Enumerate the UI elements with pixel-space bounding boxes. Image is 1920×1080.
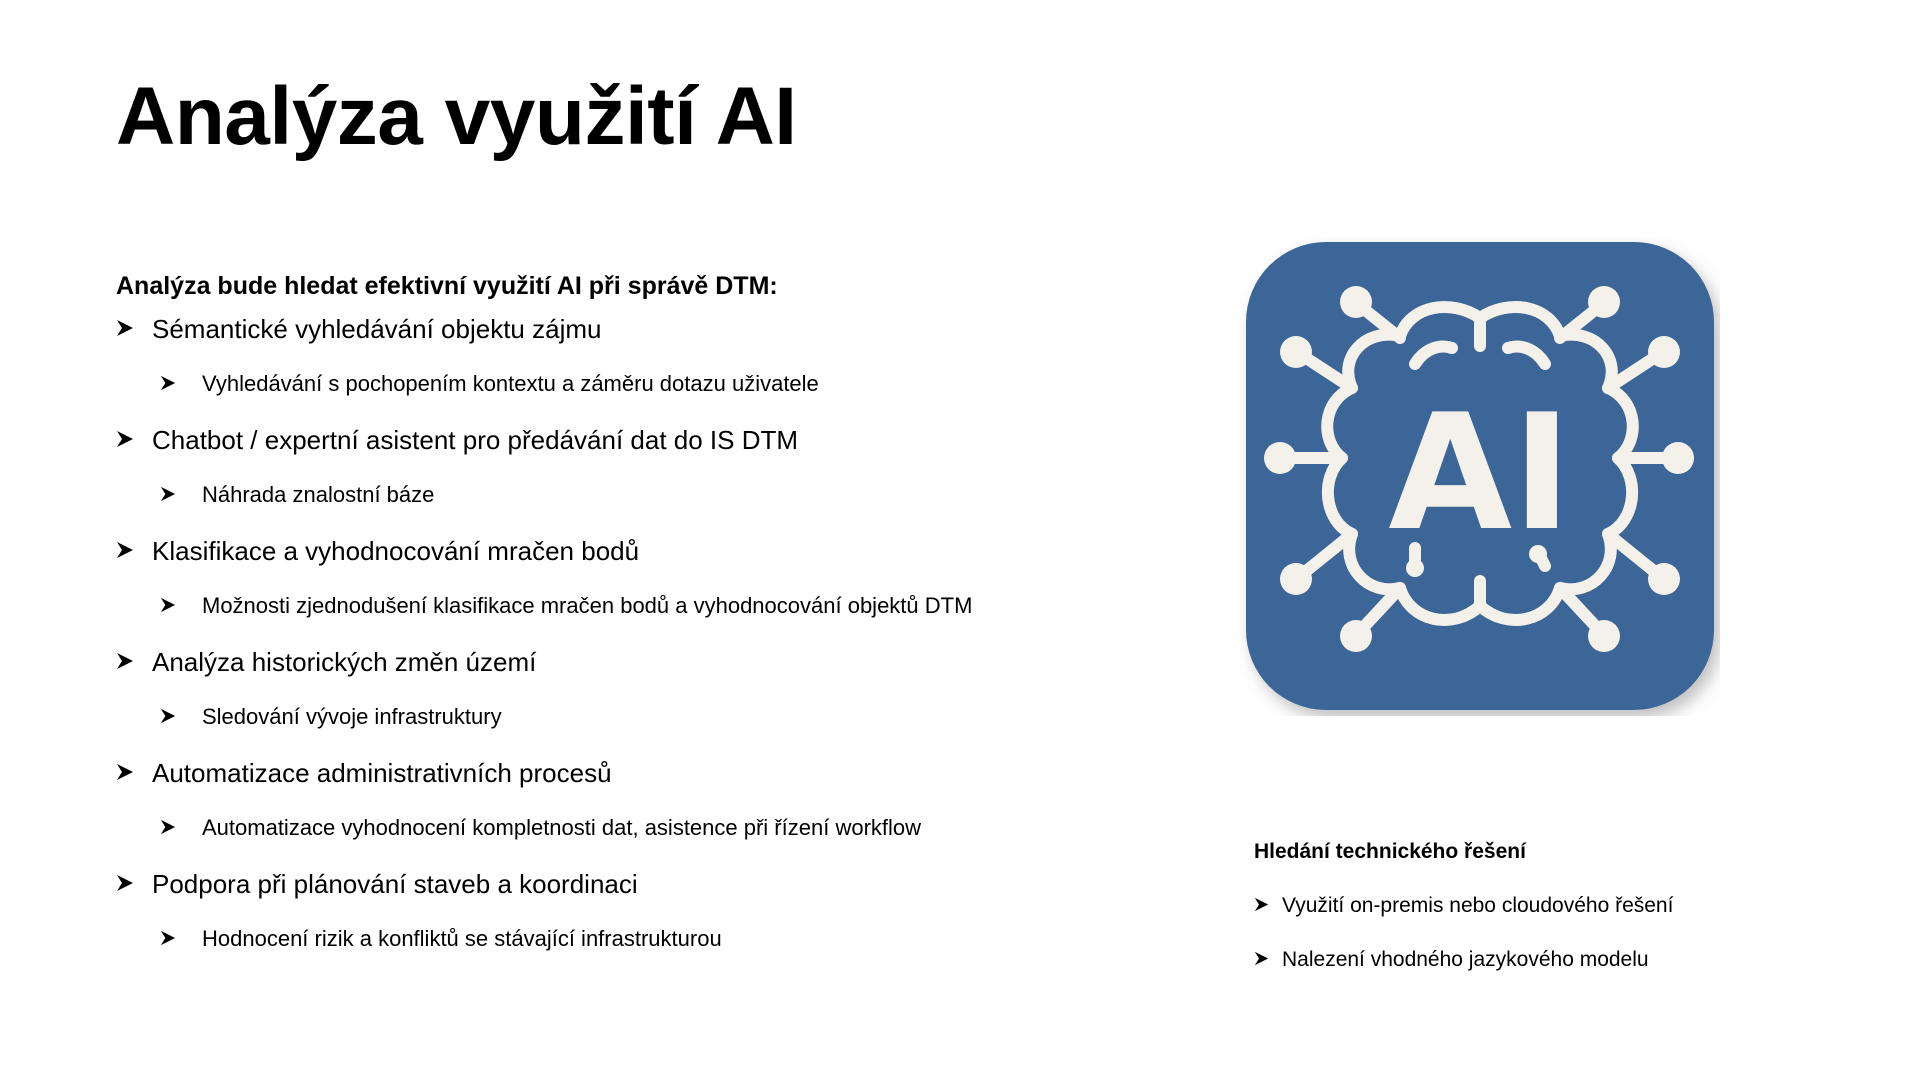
arrow-bullet-icon [160,702,202,724]
sub-list-item [116,702,1166,757]
list-item-label: Automatizace administrativních procesů [152,758,612,788]
list-item [1254,944,1814,998]
technical-heading: Hledání technického řešení [1254,840,1526,863]
arrow-bullet-icon [160,369,202,391]
intro-text: Analýza bude hledat efektivní využití AI při správě DTM: [116,272,778,300]
list-item-label: Analýza historických změn území [152,647,537,677]
arrow-bullet-icon [116,313,152,337]
sub-list-item-label: Sledování vývoje infrastruktury [202,704,502,729]
arrow-bullet-icon [116,424,152,448]
list-item [116,646,1166,702]
arrow-bullet-icon [1254,890,1282,944]
arrow-bullet-icon [1254,944,1282,998]
sub-list-item-label: Náhrada znalostní báze [202,482,435,507]
list-item-label: Využití on-premis nebo cloudového řešení [1282,894,1674,917]
arrow-bullet-icon [160,480,202,502]
sub-list-item-label: Možnosti zjednodušení klasifikace mračen bodů a vyhodnocování objektů DTM [202,593,973,618]
sub-list-item [116,813,1166,868]
arrow-bullet-icon [116,535,152,559]
sub-list-item-label: Hodnocení rizik a konfliktů se stávající infrastrukturou [202,926,722,951]
ai-brain-circuit-icon [1240,236,1720,716]
list-item [116,535,1166,591]
arrow-bullet-icon [160,813,202,835]
list-item [116,757,1166,813]
arrow-bullet-icon [160,924,202,946]
technical-solution-panel [1254,836,1814,998]
sub-list-item [116,480,1166,535]
sub-list-item [116,591,1166,646]
list-item [116,424,1166,480]
list-item [116,313,1166,369]
list-item-label: Klasifikace a vyhodnocování mračen bodů [152,536,640,566]
arrow-bullet-icon [116,868,152,892]
list-item-label: Chatbot / expertní asistent pro předávání dat do IS DTM [152,425,799,455]
slide-title: Analýza využití AI [116,71,797,162]
logo-text: AI [1388,379,1572,566]
sub-list-item-label: Vyhledávání s pochopením kontextu a záměru dotazu uživatele [202,371,819,396]
list-item [116,868,1166,924]
arrow-bullet-icon [116,757,152,781]
list-item-label: Podpora při plánování staveb a koordinaci [152,869,638,899]
list-item-label: Sémantické vyhledávání objektu zájmu [152,314,602,344]
arrow-bullet-icon [160,591,202,613]
sub-list-item [116,369,1166,424]
arrow-bullet-icon [116,646,152,670]
list-item-label: Nalezení vhodného jazykového modelu [1282,948,1649,971]
sub-list-item [116,924,1166,979]
list-item [1254,890,1814,944]
sub-list-item-label: Automatizace vyhodnocení kompletnosti dat, asistence při řízení workflow [202,815,922,840]
analysis-list [116,272,1166,979]
